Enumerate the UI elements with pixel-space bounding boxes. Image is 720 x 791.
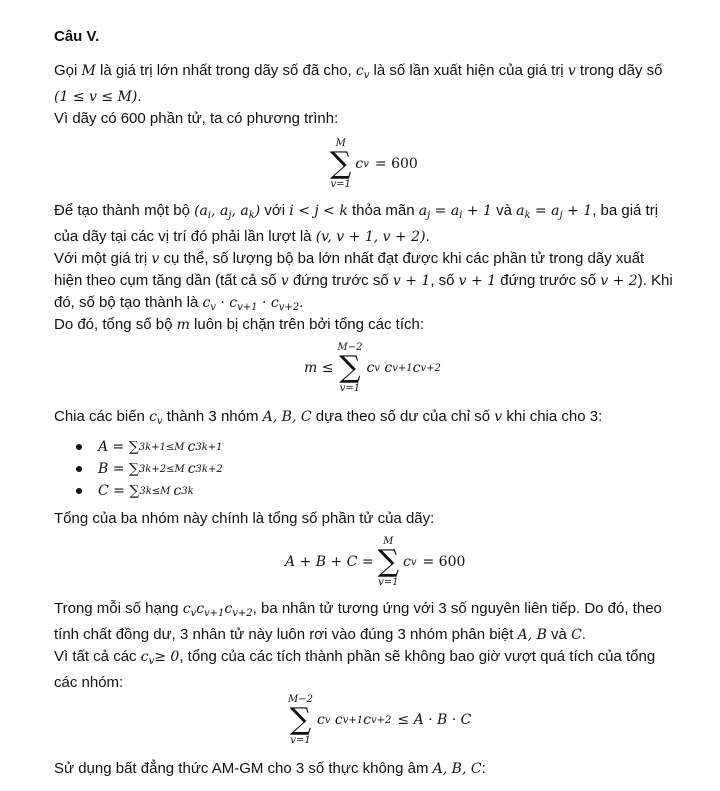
paragraph-congruence: Trong mỗi số hạng $c_vc_{v+1}c_{v+2}$, ba nhân tử tương ứng với 3 số nguyên liên tiếp. Do đó, theo tính chất đồng dư, 3 nhân tử này luôn rơi vào đúng 3 nhóm phân biệt A, B và C. — [54, 600, 662, 643]
paragraph-total-groups: Tổng của ba nhóm này chính là tổng số phần tử của dãy: — [54, 510, 435, 527]
paragraph-definitions: Gọi M là giá trị lớn nhất trong dãy số đã cho, $c_v$ là số lần xuất hiện của giá trị v trong dãy số (1 ≤ v ≤ M). — [54, 62, 663, 105]
paragraph-upper-bound: Do đó, tổng số bộ m luôn bị chặn trên bởi tổng các tích: — [54, 316, 425, 333]
equation-sum-total: M ∑ v=1 c v = 600 — [330, 138, 418, 190]
paragraph-triple-condition: Để tạo thành một bộ ($a_i$, $a_j$, $a_k$) với i < j < k thỏa mãn $a_j = a_i + 1$ và $a_k = a_j + 1$, ba giá trị của dãy tại các vị trí đó phải lần lượt là (v, v + 1, v + 2). — [54, 202, 659, 245]
section-heading: Câu V. — [54, 28, 100, 45]
paragraph-grouping: Chia các biến $c_v$ thành 3 nhóm A, B, C dựa theo số dư của chỉ số v khi chia cho 3: — [54, 408, 603, 427]
equation-product-bound: M−2 ∑ v=1 c v c v+1 c v+2 ≤ A · B · C — [288, 694, 472, 746]
paragraph-cluster-arrangement: Với một giá trị v cụ thể, số lượng bộ ba lớn nhất đạt được khi các phần tử trong dãy xuất hiện theo cụm tăng dần (tất cả số v đứng trước số v + 1, số v + 1 đứng trước số v + 2). Khi đó, số bộ tạo thành là $c_v \cdot c_{v+1} \cdot c_{v+2}$. — [54, 250, 673, 313]
bullet-icon — [76, 444, 82, 450]
paragraph-amgm: Sử dụng bất đẳng thức AM-GM cho 3 số thực không âm A, B, C: — [54, 760, 486, 777]
list-item: C = ∑ 3k≤M c 3k — [76, 480, 223, 502]
paragraph-nonnegative: Vì tất cả các $c_v\ge 0$, tổng của các tích thành phần sẽ không bao giờ vượt quá tích của tổng các nhóm: — [54, 648, 656, 691]
list-item: B = ∑ 3k+2≤M c 3k+2 — [76, 458, 223, 480]
bullet-icon — [76, 466, 82, 472]
bullet-icon — [76, 488, 82, 494]
sum-symbol: M ∑ v=1 — [330, 138, 352, 190]
paragraph-equation-intro: Vì dãy có 600 phần tử, ta có phương trình: — [54, 110, 339, 127]
list-item: A = ∑ 3k+1≤M c 3k+1 — [76, 436, 223, 458]
equation-groups-total: A + B + C = M ∑ v=1 c v = 600 — [285, 536, 466, 588]
sum-symbol: M−2 ∑ v=1 — [288, 694, 313, 746]
sum-symbol: M−2 ∑ v=1 — [337, 342, 363, 394]
equation-bound-sum: m ≤ M−2 ∑ v=1 c v c v+1 c v+2 — [304, 342, 441, 394]
sum-symbol: M ∑ v=1 — [377, 536, 399, 588]
group-definitions-list — [76, 436, 223, 502]
